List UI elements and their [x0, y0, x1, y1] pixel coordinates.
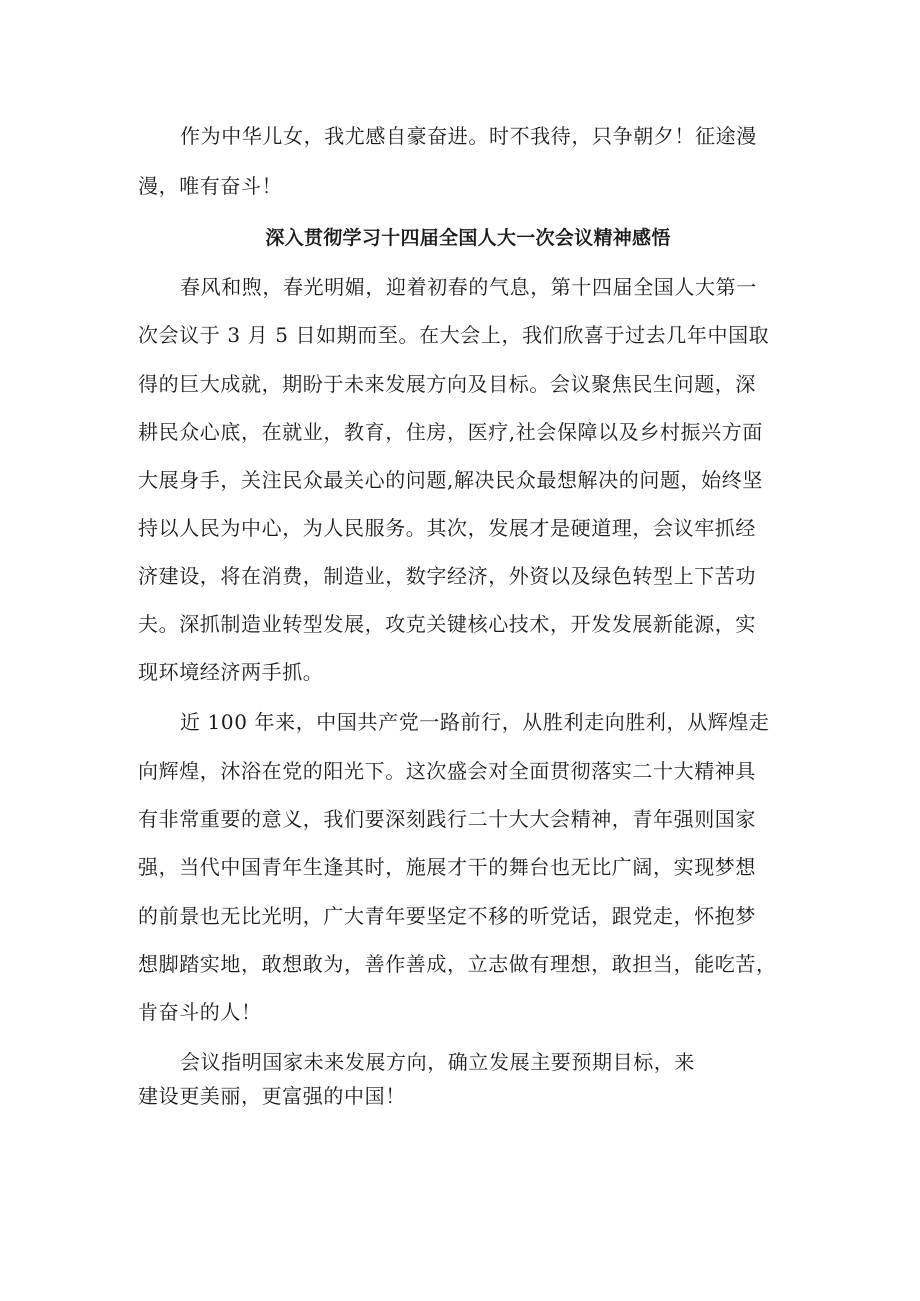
- paragraph-line: 春风和煦，春光明媚，迎着初春的气息，第十四届全国人大第一: [180, 275, 757, 299]
- paragraph-line: 的前景也无比光明，广大青年要坚定不移的听党话，跟党走，怀抱梦: [138, 904, 756, 928]
- paragraph-line: 次会议于 3 月 5 日如期而至。在大会上，我们欣喜于过去几年中国取: [138, 323, 770, 347]
- paragraph-line: 得的巨大成就，期盼于未来发展方向及目标。会议聚焦民生问题，深: [138, 372, 756, 396]
- paragraph-line: 近 100 年来，中国共产党一路前行，从胜利走向胜利，从辉煌走: [180, 710, 770, 734]
- paragraph-line: 强，当代中国青年生逢其时，施展才干的舞台也无比广阔，实现梦想: [138, 855, 756, 879]
- paragraph-line: 持以人民为中心，为人民服务。其次，发展才是硬道理，会议牢抓经: [138, 516, 756, 540]
- paragraph-line: 有非常重要的意义，我们要深刻践行二十大大会精神，青年强则国家: [138, 807, 756, 831]
- paragraph-line: 济建设，将在消费，制造业，数字经济，外资以及绿色转型上下苦功: [138, 564, 756, 588]
- article-title: 深入贯彻学习十四届全国人大一次会议精神感悟: [265, 227, 671, 249]
- paragraph-line: 向辉煌，沐浴在党的阳光下。这次盛会对全面贯彻落实二十大精神具: [138, 759, 756, 783]
- intro-line: 作为中华儿女，我尤感自豪奋进。时不我待，只争朝夕！征途漫: [180, 124, 757, 148]
- paragraph-line: 会议指明国家未来发展方向，确立发展主要预期目标，来: [180, 1050, 695, 1074]
- paragraph-line: 耕民众心底，在就业，教育，住房，医疗,社会保障以及乡村振兴方面: [138, 420, 763, 444]
- intro-line: 漫，唯有奋斗！: [138, 174, 283, 198]
- paragraph-line: 夫。深抓制造业转型发展，攻克关键核心技术，开发发展新能源，实: [138, 612, 756, 636]
- paragraph-line: 大展身手，关注民众最关心的问题,解决民众最想解决的问题，始终坚: [138, 468, 763, 492]
- paragraph-line: 肯奋斗的人！: [138, 1000, 262, 1024]
- paragraph-line: 建设更美丽，更富强的中国！: [138, 1084, 406, 1108]
- paragraph-line: 想脚踏实地，敢想敢为，善作善成，立志做有理想，敢担当，能吃苦，: [138, 952, 777, 976]
- paragraph-line: 现环境经济两手抓。: [138, 660, 324, 684]
